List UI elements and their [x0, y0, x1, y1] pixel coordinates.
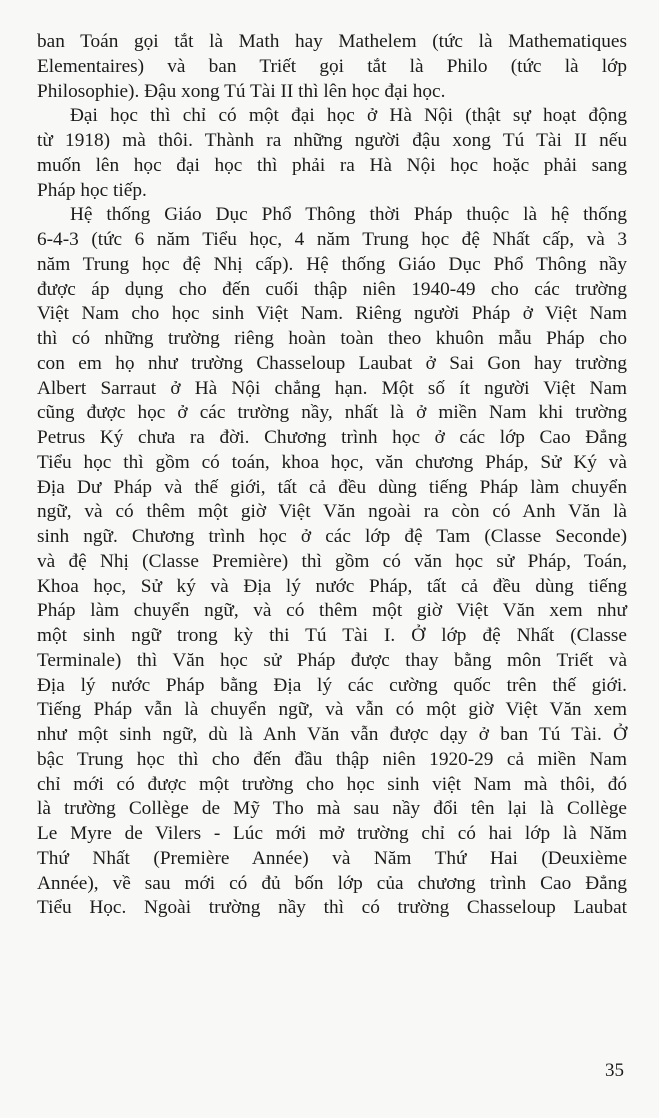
- text-line: là trường Collège de Mỹ Tho mà sau nầy đổi tên lại là Collège: [37, 798, 627, 820]
- text-line: muốn lên học đại học thì phải ra Hà Nội học hoặc phải sang: [37, 154, 627, 176]
- text-line: Tiếng Pháp vẫn là chuyển ngữ, và vẫn có một giờ Việt Văn xem: [37, 699, 627, 721]
- paragraph-1: [37, 30, 627, 104]
- text-line: con em họ như trường Chasseloup Laubat ở Sai Gon hay trường: [37, 352, 627, 374]
- text-line: thì có những trường riêng hoàn toàn theo khuôn mẫu Pháp cho: [37, 328, 627, 349]
- text-line: [37, 995, 627, 1020]
- text-line: Đại học thì chỉ có một đại học ở Hà Nội (thật sự hoạt động: [70, 105, 627, 127]
- text-line: Pháp học tiếp.: [37, 179, 147, 201]
- page-number: 35: [605, 1060, 624, 1081]
- text-line: Albert Sarraut ở Hà Nội chẳng hạn. Một số ít người Việt Nam: [37, 377, 627, 399]
- text-line: Petrus Ký chưa ra đời. Chương trình học ở các lớp Cao Đẳng: [37, 427, 627, 448]
- text-line: [37, 971, 627, 996]
- text-line: Tiểu học thì gồm có toán, khoa học, văn chương Pháp, Sử Ký và: [37, 451, 627, 473]
- text-line: Pháp làm chuyển ngữ, và có thêm một giờ Việt Văn xem như: [37, 600, 627, 622]
- text-line: Année), về sau mới có đủ bốn lớp của chương trình Cao Đẳng: [37, 872, 627, 894]
- text-line: Elementaires) và ban Triết gọi tắt là Philo (tức là lớp: [37, 55, 627, 77]
- text-line: chỉ mới có được một trường cho học sinh việt Nam mà thôi, đó: [37, 773, 627, 795]
- paragraph-2: [37, 104, 627, 203]
- text-line: như một sinh ngữ, dù là Anh Văn vẫn được dạy ở ban Tú Tài. Ở: [37, 724, 627, 745]
- text-line: bậc Trung học thì cho đến đầu thập niên 1920-29 cả miền Nam: [37, 748, 627, 770]
- document-page: [37, 30, 627, 1020]
- text-line: Philosophie). Đậu xong Tú Tài II thì lên học đại học.: [37, 80, 446, 102]
- text-line: Thứ Nhất (Première Année) và Năm Thứ Hai (Deuxième: [37, 847, 627, 869]
- text-line: Khoa học, Sử ký và Địa lý nước Pháp, tất cả đều dùng tiếng: [37, 575, 627, 597]
- text-line: Việt Nam cho học sinh Việt Nam. Riêng người Pháp ở Việt Nam: [37, 303, 627, 325]
- text-line: ban Toán gọi tắt là Math hay Mathelem (tức là Mathematiques: [37, 31, 627, 52]
- text-line: được áp dụng cho đến cuối thập niên 1940-49 cho các trường: [37, 278, 627, 300]
- text-line: sinh ngữ. Chương trình học ở các lớp đệ Tam (Classe Seconde): [37, 526, 627, 547]
- text-line: năm Trung học đệ Nhị cấp). Hệ thống Giáo Dục Phổ Thông nầy: [37, 253, 627, 275]
- text-line: Địa lý nước Pháp bằng Địa lý các cường quốc trên thế giới.: [37, 674, 627, 696]
- text-line: Địa Dư Pháp và thế giới, tất cả đều dùng tiếng Pháp làm chuyển: [37, 476, 627, 498]
- text-line: [37, 946, 627, 971]
- paragraph-3: [37, 203, 627, 1020]
- text-line: cũng được học ở các trường nầy, nhất là ở miền Nam khi trường: [37, 402, 627, 424]
- text-line: Hệ thống Giáo Dục Phổ Thông thời Pháp thuộc là hệ thống: [70, 204, 627, 226]
- text-line: và đệ Nhị (Classe Première) thì gồm có văn học sử Pháp, Toán,: [37, 550, 627, 572]
- text-line: từ 1918) mà thôi. Thành ra những người đậu xong Tú Tài II nếu: [37, 130, 627, 151]
- text-line: ngữ, và có thêm một giờ Việt Văn ngoài ra còn có Anh Văn là: [37, 501, 627, 523]
- text-line: Tiểu Học. Ngoài trường nầy thì có trường Chasseloup Laubat: [37, 897, 627, 919]
- text-line: một sinh ngữ trong kỳ thi Tú Tài I. Ở lớp đệ Nhất (Classe: [37, 625, 627, 646]
- text-line: Terminale) thì Văn học sử Pháp được thay bằng môn Triết và: [37, 649, 627, 671]
- text-line: [37, 921, 627, 946]
- text-line: Le Myre de Vilers - Lúc mới mở trường chỉ có hai lớp là Năm: [37, 823, 627, 844]
- text-line: 6-4-3 (tức 6 năm Tiểu học, 4 năm Trung học đệ Nhất cấp, và 3: [37, 229, 627, 250]
